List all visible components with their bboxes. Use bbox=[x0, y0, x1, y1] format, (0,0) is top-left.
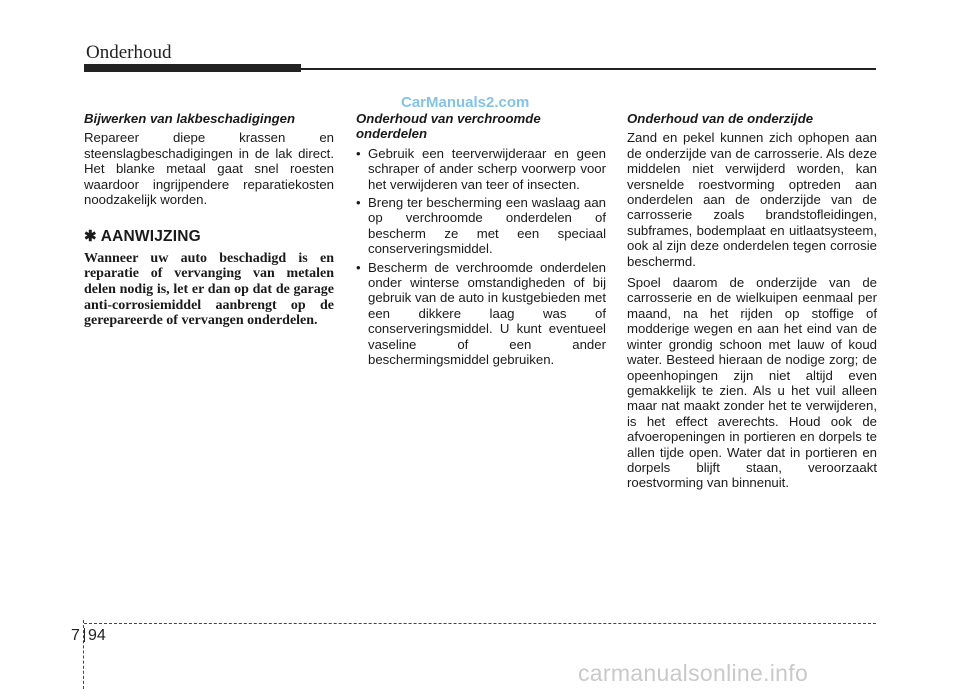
star-icon: ✱ bbox=[84, 228, 97, 246]
section-heading-paint-damage: Bijwerken van lakbeschadigingen bbox=[84, 111, 296, 126]
watermark-top: CarManuals2.com bbox=[401, 94, 530, 111]
note-heading-label: AANWIJZING bbox=[100, 228, 201, 246]
list-item: • Gebruik een teerverwijderaar en geen schraper of ander scherp voorwerp voor het verwijderen van teer of insecten. bbox=[356, 145, 606, 192]
column-middle bbox=[356, 111, 606, 371]
page-number: 94 bbox=[88, 627, 106, 644]
paint-damage-paragraph: Repareer diepe krassen en steenslagbeschadigingen in de lak direct. Het blanke metaal gaat snel roesten waardoor ingrijpendere reparatiekosten noodzakelijk worden. bbox=[84, 130, 334, 208]
footer-rule bbox=[84, 623, 876, 624]
bullet-icon: • bbox=[356, 145, 361, 161]
list-item: • Breng ter bescherming een waslaag aan op verchroomde onderdelen of bescherm ze met een speciaal conserveringsmiddel. bbox=[356, 195, 606, 257]
list-item: • Bescherm de verchroomde onderdelen onder winterse omstandigheden of bij gebruik van de auto in kustgebieden met een dikkere laag was of conserveringsmiddel. U kunt eventueel vaseline of een ander beschermingsmiddel gebruiken. bbox=[356, 259, 606, 368]
chapter-number: 7 bbox=[71, 627, 80, 644]
note-body: Wanneer uw auto beschadigd is en reparatie of vervanging van metalen delen nodig is, let er dan op dat de garage anti-corrosiemiddel aanbrengt op de gerepareerde of vervangen onderdelen. bbox=[84, 250, 334, 329]
column-left bbox=[84, 111, 334, 329]
page-section-title: Onderhoud bbox=[86, 42, 172, 63]
header-rule-thin bbox=[301, 68, 876, 70]
underbody-paragraph-1: Zand en pekel kunnen zich ophopen aan de onderzijde van de carrosserie. Als deze middelen niet verwijderd worden, kan versnelde roestvorming optreden aan onderdelen aan de onderzijde van de carrosserie zoals brandstofleidingen, subframes, bodemplaat en uitlaatsysteem, ook al zijn deze onderdelen tegen corrosie beschermd. bbox=[627, 130, 877, 269]
bullet-icon: • bbox=[356, 195, 361, 211]
section-heading-chrome: Onderhoud van verchroomde onderdelen bbox=[356, 111, 541, 142]
bullet-icon: • bbox=[356, 259, 361, 275]
header-rule-thick bbox=[84, 64, 301, 72]
watermark-bottom: carmanualsonline.info bbox=[578, 660, 809, 686]
underbody-paragraph-2: Spoel daarom de onderzijde van de carrosserie en de wielkuipen eenmaal per maand, na het rijden op stoffige of modderige wegen en aan het eind van de winter grondig schoon met lauw of koud water. Besteed hieraan de nodige zorg; de opeenhopingen zijn niet altijd even gemakkelijk te zien. Als u het vuil alleen maar nat maakt zonder het te verwijderen, is het effect averechts. Houd ook de afvoeropeningen in portieren en dorpels te allen tijde open. Water dat in portieren en dorpels blijft staan, veroorzaakt roestvorming van binnenuit. bbox=[627, 275, 877, 491]
chrome-bullet-list bbox=[356, 146, 606, 368]
note-heading bbox=[84, 229, 334, 244]
section-heading-underbody: Onderhoud van de onderzijde bbox=[627, 111, 814, 126]
footer-divider bbox=[84, 628, 85, 642]
column-right bbox=[627, 111, 877, 497]
